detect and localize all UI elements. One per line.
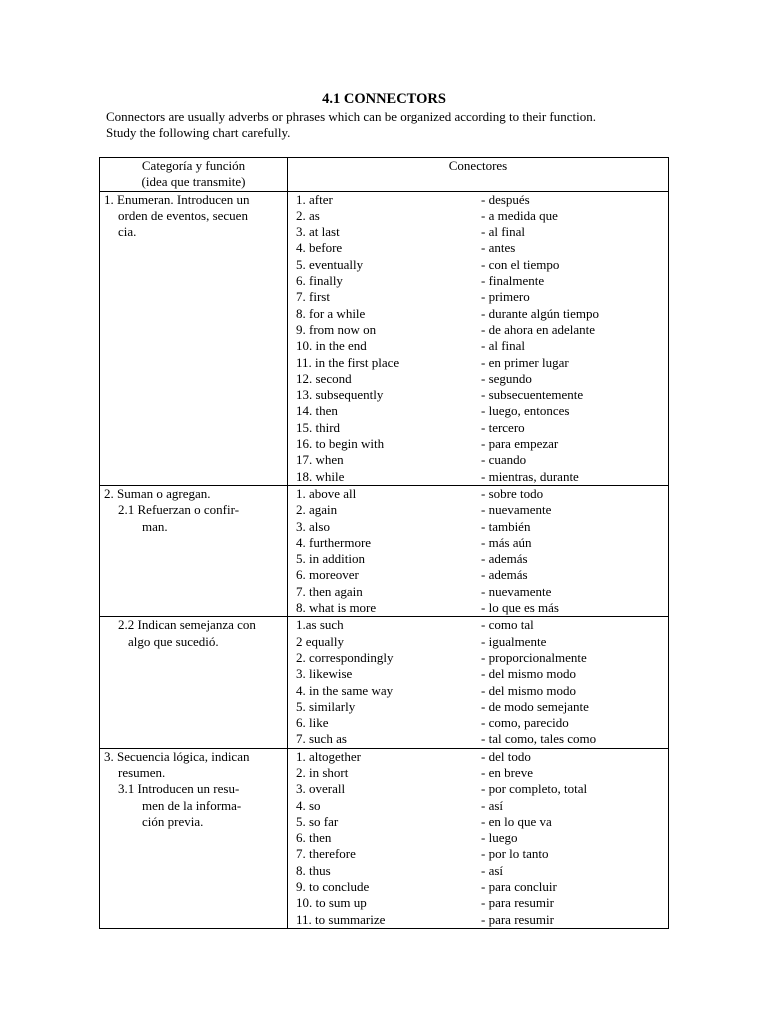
english-connector: 17. when [296,452,344,468]
category-cell [100,485,288,616]
spanish-connector: - como, parecido [481,715,569,731]
table-row [100,191,669,485]
connectors-cell [288,485,669,616]
spanish-connector: - del todo [481,748,531,764]
english-connector: 2. in short [296,764,349,780]
category-cell [100,191,288,485]
spanish-connector: - luego, entonces [481,403,570,419]
english-connector: 6. finally [296,273,343,289]
page-title: 4.1 CONNECTORS [322,91,446,107]
spanish-connector: - de ahora en adelante [481,321,596,337]
spanish-connectors [477,617,668,747]
spanish-connector: - segundo [481,370,532,386]
category-cell [100,748,288,928]
english-connectors [288,486,477,616]
spanish-connector: - sobre todo [481,485,544,501]
english-connector: 4. in the same way [296,682,394,698]
header-category [100,158,288,192]
spanish-connector: - lo que es más [481,600,559,616]
english-connector: 1. after [296,191,333,207]
category-line: 1. Enumeran. Introducen un [104,191,250,207]
english-connector: 3. overall [296,781,346,797]
category-line: 3. Secuencia lógica, indican [104,748,250,764]
english-connector: 7. therefore [296,846,356,862]
category-line: 2.2 Indican semejanza con [118,617,256,633]
header-category-line: Categoría y función [141,158,246,173]
english-connector: 13. subsequently [296,387,384,403]
english-connectors [288,192,477,485]
spanish-connector: - así [481,797,504,813]
english-connector: 5. eventually [296,256,364,272]
english-connector: 2. correspondingly [296,649,394,665]
english-connector: 8. thus [296,862,331,878]
spanish-connector: - para concluir [481,879,557,895]
spanish-connector: - luego [481,830,518,846]
spanish-connector: - tercero [481,419,525,435]
english-connector: 18. while [296,468,345,484]
category-line: man. [142,518,168,534]
spanish-connector: - tal como, tales como [481,731,597,747]
english-connector: 2. again [296,502,338,518]
english-connector: 10. to sum up [296,895,367,911]
english-connector: 9. to conclude [296,879,370,895]
english-connector: 4. furthermore [296,534,372,550]
category-line: cia. [118,224,137,240]
spanish-connector: - subsecuentemente [481,387,584,403]
english-connector: 4. so [296,797,321,813]
spanish-connector: - a medida que [481,207,558,223]
english-connector: 6. then [296,830,332,846]
category-cell [100,617,288,748]
english-connector: 3. also [296,518,330,534]
english-connector: 2 equally [296,633,345,649]
category-line: 3.1 Introducen un resu- [118,781,240,797]
table-header-row [100,158,669,192]
spanish-connector: - como tal [481,617,534,633]
spanish-connector: - de modo semejante [481,698,589,714]
spanish-connector: - nuevamente [481,502,552,518]
category-line: ción previa. [142,813,204,829]
spanish-connector: - para resumir [481,895,554,911]
english-connector: 9. from now on [296,321,377,337]
connectors-cell [288,191,669,485]
spanish-connector: - antes [481,240,516,256]
spanish-connector: - cuando [481,452,527,468]
spanish-connector: - primero [481,289,530,305]
english-connector: 3. at last [296,224,340,240]
spanish-connector: - del mismo modo [481,666,576,682]
table-row [100,748,669,928]
spanish-connector: - además [481,551,528,567]
category-line: algo que sucedió. [128,633,219,649]
english-connector: 14. then [296,403,338,419]
english-connector: 3. likewise [296,666,353,682]
english-connector: 5. similarly [296,698,356,714]
header-connectors: Conectores [288,158,669,192]
spanish-connectors [477,192,668,485]
spanish-connector: - al final [481,338,526,354]
english-connector: 1. altogether [296,748,361,764]
english-connector: 7. such as [296,731,347,747]
english-connector: 7. first [296,289,330,305]
english-connector: 6. like [296,715,329,731]
english-connector: 12. second [296,370,352,386]
intro-line: Study the following chart carefully. [106,125,291,141]
category-line: orden de eventos, secuen [118,207,248,223]
english-connector: 1. above all [296,485,357,501]
english-connector: 11. to summarize [296,911,386,927]
spanish-connector: - proporcionalmente [481,649,587,665]
spanish-connector: - nuevamente [481,583,552,599]
spanish-connector: - en breve [481,764,533,780]
connectors-cell [288,617,669,748]
connectors-table [99,157,669,929]
connectors-cell [288,748,669,928]
spanish-connector: - por lo tanto [481,846,549,862]
english-connector: 6. moreover [296,567,359,583]
english-connector: 10. in the end [296,338,367,354]
spanish-connector: - más aún [481,534,532,550]
spanish-connector: - además [481,567,528,583]
spanish-connector: - del mismo modo [481,682,576,698]
spanish-connector: - al final [481,224,526,240]
spanish-connector: - mientras, durante [481,468,579,484]
english-connector: 4. before [296,240,343,256]
spanish-connector: - después [481,191,530,207]
spanish-connector: - también [481,518,531,534]
intro-line: Connectors are usually adverbs or phrases which can be organized according to their function. [106,109,596,124]
spanish-connectors [477,486,668,616]
spanish-connector: - igualmente [481,633,547,649]
spanish-connector: - en primer lugar [481,354,569,370]
english-connector: 2. as [296,207,320,223]
english-connector: 8. for a while [296,305,366,321]
table-row [100,617,669,748]
intro-text [106,109,706,142]
spanish-connector: - para empezar [481,436,559,452]
spanish-connector: - para resumir [481,911,554,927]
spanish-connector: - así [481,862,504,878]
english-connector: 16. to begin with [296,436,385,452]
english-connector: 8. what is more [296,600,377,616]
english-connector: 1.as such [296,617,344,633]
spanish-connector: - con el tiempo [481,256,560,272]
category-line: men de la informa- [142,797,242,813]
english-connector: 15. third [296,419,341,435]
english-connector: 7. then again [296,583,363,599]
table-body [100,191,669,928]
english-connector: 5. in addition [296,551,365,567]
spanish-connectors [477,749,668,928]
spanish-connector: - por completo, total [481,781,588,797]
table-row [100,485,669,616]
english-connector: 11. in the first place [296,354,400,370]
english-connector: 5. so far [296,813,339,829]
spanish-connector: - en lo que va [481,813,552,829]
spanish-connector: - finalmente [481,273,545,289]
english-connectors [288,617,477,747]
spanish-connector: - durante algún tiempo [481,305,600,321]
category-line: 2. Suman o agregan. [104,485,211,501]
english-connectors [288,749,477,928]
category-line: resumen. [118,764,166,780]
category-line: 2.1 Refuerzan o confir- [118,502,240,518]
header-category-line: (idea que transmite) [141,174,246,190]
